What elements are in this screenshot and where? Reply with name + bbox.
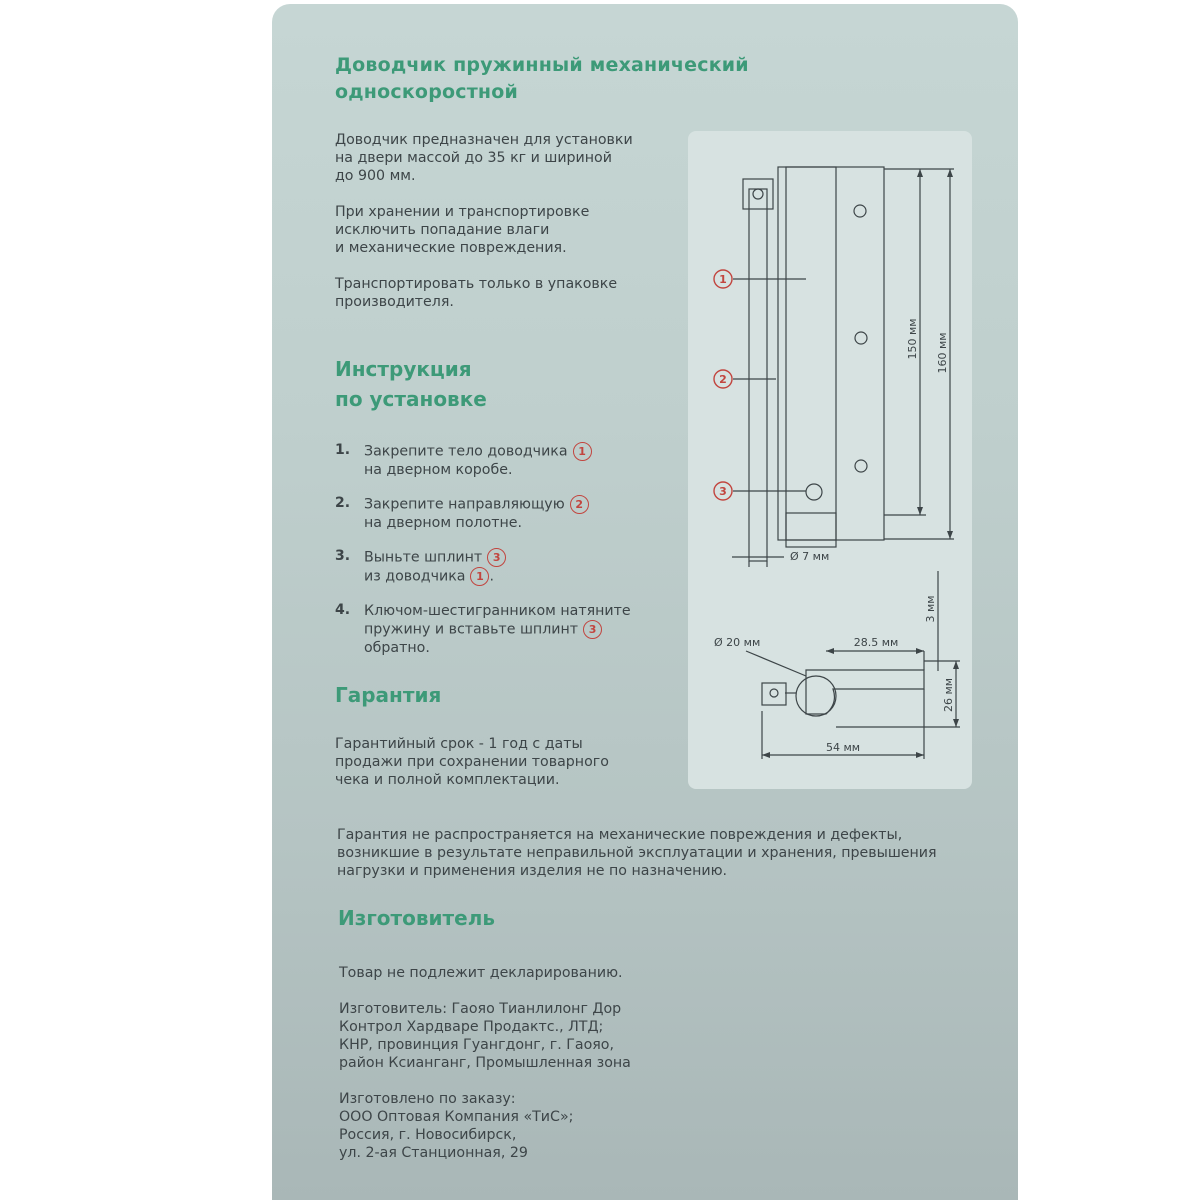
callout-2-label: 2 xyxy=(719,373,727,386)
instruction-card xyxy=(272,4,1018,1200)
screw-hole-top xyxy=(854,205,866,217)
callout-badge: 1 xyxy=(470,567,489,586)
install-step: 3. Выньте шплинт 3 из доводчика 1 . xyxy=(335,548,665,586)
dim-d20-leader xyxy=(746,651,806,676)
arrow-150-top xyxy=(917,169,923,177)
dim-3-label: 3 мм xyxy=(924,595,937,623)
arrow-160-top xyxy=(947,169,953,177)
arrow-54-left xyxy=(762,752,770,758)
intro-text: Доводчик предназначен для установки на двери массой до 35 кг и шириной до 900 мм. При хранении и транспортировке исключить попадание влаги и механические повреждения. Транспортировать только в упаковке производителя. xyxy=(335,132,633,310)
arrow-26-top xyxy=(953,661,959,669)
callout-badge: 2 xyxy=(570,495,589,514)
closer-body xyxy=(749,189,767,561)
dim-160-label: 160 мм xyxy=(936,332,949,374)
arrow-285-right xyxy=(916,648,924,654)
install-step: 2. Закрепите направляющую 2 на дверном полотне. xyxy=(335,495,665,532)
warranty-heading: Гарантия xyxy=(335,683,442,707)
product-title: Доводчик пружинный механический односкоростной xyxy=(335,54,749,103)
dim-26-label: 26 мм xyxy=(942,677,955,713)
arrow-285-left xyxy=(826,648,834,654)
arrow-54-right xyxy=(916,752,924,758)
arrow-160-bottom xyxy=(947,531,953,539)
dim-pin-label: Ø 7 мм xyxy=(790,550,830,563)
warranty-exclusions: Гарантия не распространяется на механические повреждения и дефекты, возникшие в результате неправильной эксплуатации и хранения, превышения нагрузки и применения изделия не по назначению. xyxy=(337,827,937,879)
screw-hole-middle xyxy=(855,332,867,344)
arrow-150-bottom xyxy=(917,507,923,515)
callout-badge: 3 xyxy=(487,548,506,567)
bracket-pin xyxy=(770,689,778,697)
callout-3-label: 3 xyxy=(719,485,727,498)
screw-hole-pin xyxy=(806,484,822,500)
dim-285-label: 28.5 мм xyxy=(853,636,899,649)
technical-diagram xyxy=(688,131,972,789)
manufacturer-heading: Изготовитель xyxy=(338,906,496,930)
callout-badge: 1 xyxy=(573,442,592,461)
install-heading: Инструкция по установке xyxy=(335,357,487,411)
warranty-text: Гарантийный срок - 1 год с даты продажи при сохранении товарного чека и полной комплектации. xyxy=(335,736,609,788)
install-step: 1. Закрепите тело доводчика 1 на дверном коробе. xyxy=(335,442,665,479)
callout-1-label: 1 xyxy=(719,273,727,286)
dim-150-label: 150 мм xyxy=(906,318,919,360)
dim-d20-label: Ø 20 мм xyxy=(714,636,761,649)
bracket-top-view xyxy=(762,683,786,705)
dim-54-label: 54 мм xyxy=(825,741,861,754)
arrow-26-bottom xyxy=(953,719,959,727)
install-step: 4. Ключом-шестигранником натяните пружину и вставьте шплинт 3 обратно. xyxy=(335,602,631,656)
callout-badge: 3 xyxy=(583,620,602,639)
closer-drawing xyxy=(688,131,972,789)
closer-pin-bracket xyxy=(743,179,773,209)
plate-lower-step xyxy=(786,513,836,547)
install-steps xyxy=(335,442,665,673)
screw-hole-bottom xyxy=(855,460,867,472)
arm-shape xyxy=(806,670,924,714)
manufacturer-text: Товар не подлежит декларированию. Изготовитель: Гаояо Тианлилонг Дор Контрол Хардваре Продактс., ЛТД; КНР, провинция Гуангдонг, г. Гаояо, район Ксианганг, Промышленная зона Изготовлено по заказу: ООО Оптовая Компания «ТиС»; Россия, г. Новосибирск, ул. 2-ая Станционная, 29 xyxy=(339,965,631,1161)
pin-hole xyxy=(753,189,763,199)
mounting-plate-outer xyxy=(778,167,884,540)
